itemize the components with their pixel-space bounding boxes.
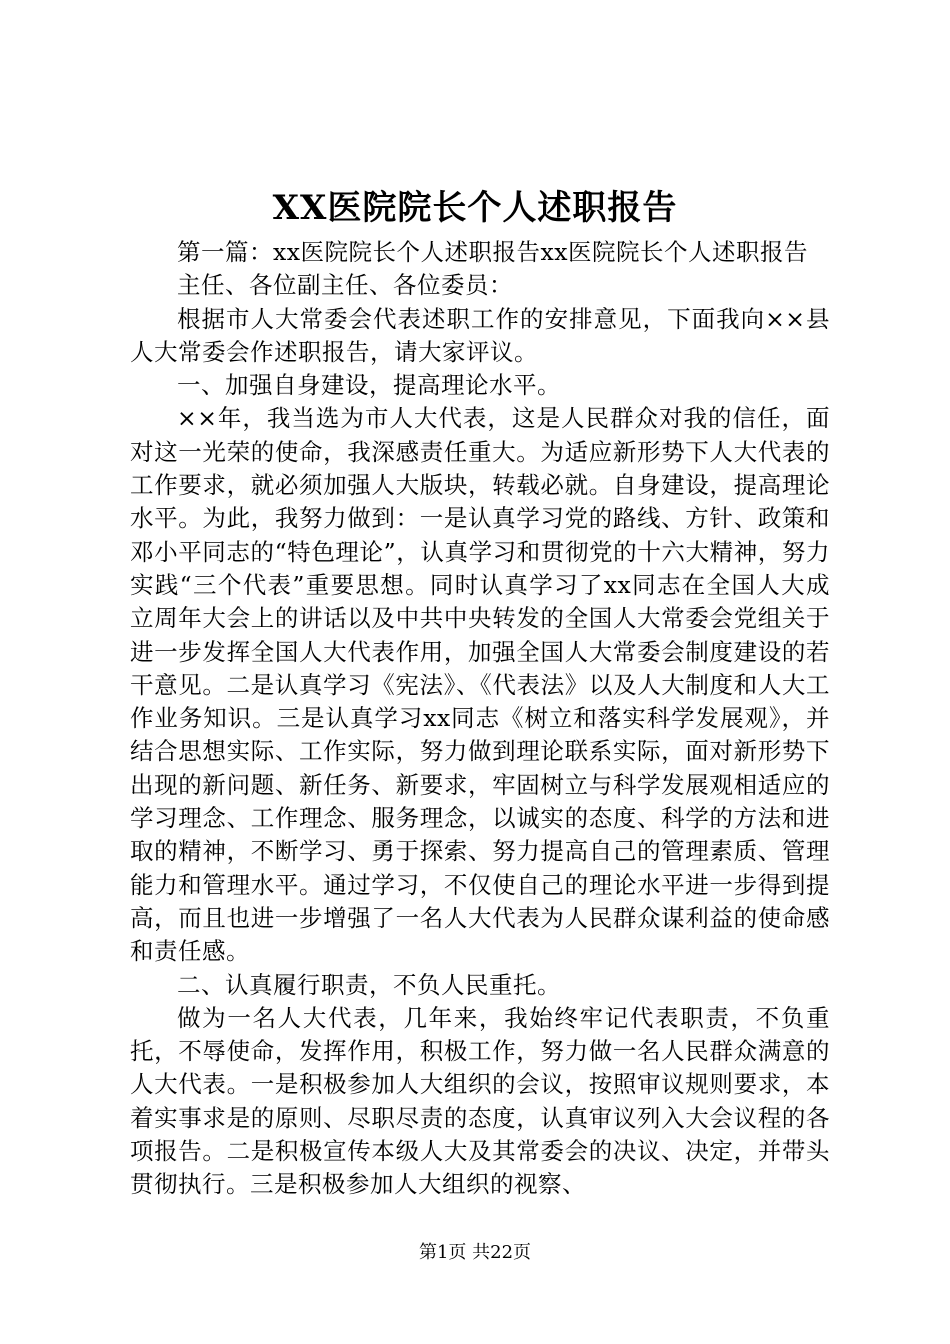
page-number-footer: 第1页 共22页 bbox=[418, 1242, 532, 1263]
paragraph-section-2: 做为一名人大代表，几年来，我始终牢记代表职责，不负重托，不辱使命，发挥作用，积极工作，努力做一名人民群众满意的人大代表。一是积极参加人大组织的会议，按照审议规则要求，本着实事求是的原则、尽职尽责的态度，认真审议列入大会议程的各项报告。二是积极宣传本级人大及其常委会的决议、决定，并带头贯彻执行。三是积极参加人大组织的视察、 bbox=[130, 1003, 830, 1199]
document-title: XX医院院长个人述职报告 bbox=[272, 188, 678, 228]
section-heading-2: 二、认真履行职责，不负人民重托。 bbox=[177, 970, 561, 999]
paragraph-salutation: 主任、各位副主任、各位委员： bbox=[177, 271, 513, 300]
document-body bbox=[130, 236, 830, 1202]
paragraph-heading-intro: 第一篇：xx医院院长个人述职报告xx医院院长个人述职报告 bbox=[177, 238, 809, 266]
section-heading-1: 一、加强自身建设，提高理论水平。 bbox=[177, 371, 561, 400]
paragraph-section-1: ××年，我当选为市人大代表，这是人民群众对我的信任，面对这一光荣的使命，我深感责任重大。为适应新形势下人大代表的工作要求，就必须加强人大版块，转载必就。自身建设，提高理论水平。为此，我努力做到：一是认真学习党的路线、方针、政策和邓小平同志的“特色理论”，认真学习和贯彻党的十六大精神，努力实践“三个代表”重要思想。同时认真学习了xx同志在全国人大成立周年大会上的讲话以及中共中央转发的全国人大常委会党组关于进一步发挥全国人大代表作用，加强全国人大常委会制度建设的若干意见。二是认真学习《宪法》、《代表法》以及人大制度和人大工作业务知识。三是认真学习xx同志《树立和落实科学发展观》，并结合思想实际、工作实际，努力做到理论联系实际，面对新形势下出现的新问题、新任务、新要求，牢固树立与科学发展观相适应的学习理念、工作理念、服务理念，以诚实的态度、科学的方法和进取的精神，不断学习、勇于探索、努力提高自己的管理素质、管理能力和管理水平。通过学习，不仅使自己的理论水平进一步得到提高，而且也进一步增强了一名人大代表为人民群众谋利益的使命感和责任感。 bbox=[130, 404, 830, 966]
paragraph-opening: 根据市人大常委会代表述职工作的安排意见，下面我向××县人大常委会作述职报告，请大家评议。 bbox=[130, 304, 830, 366]
